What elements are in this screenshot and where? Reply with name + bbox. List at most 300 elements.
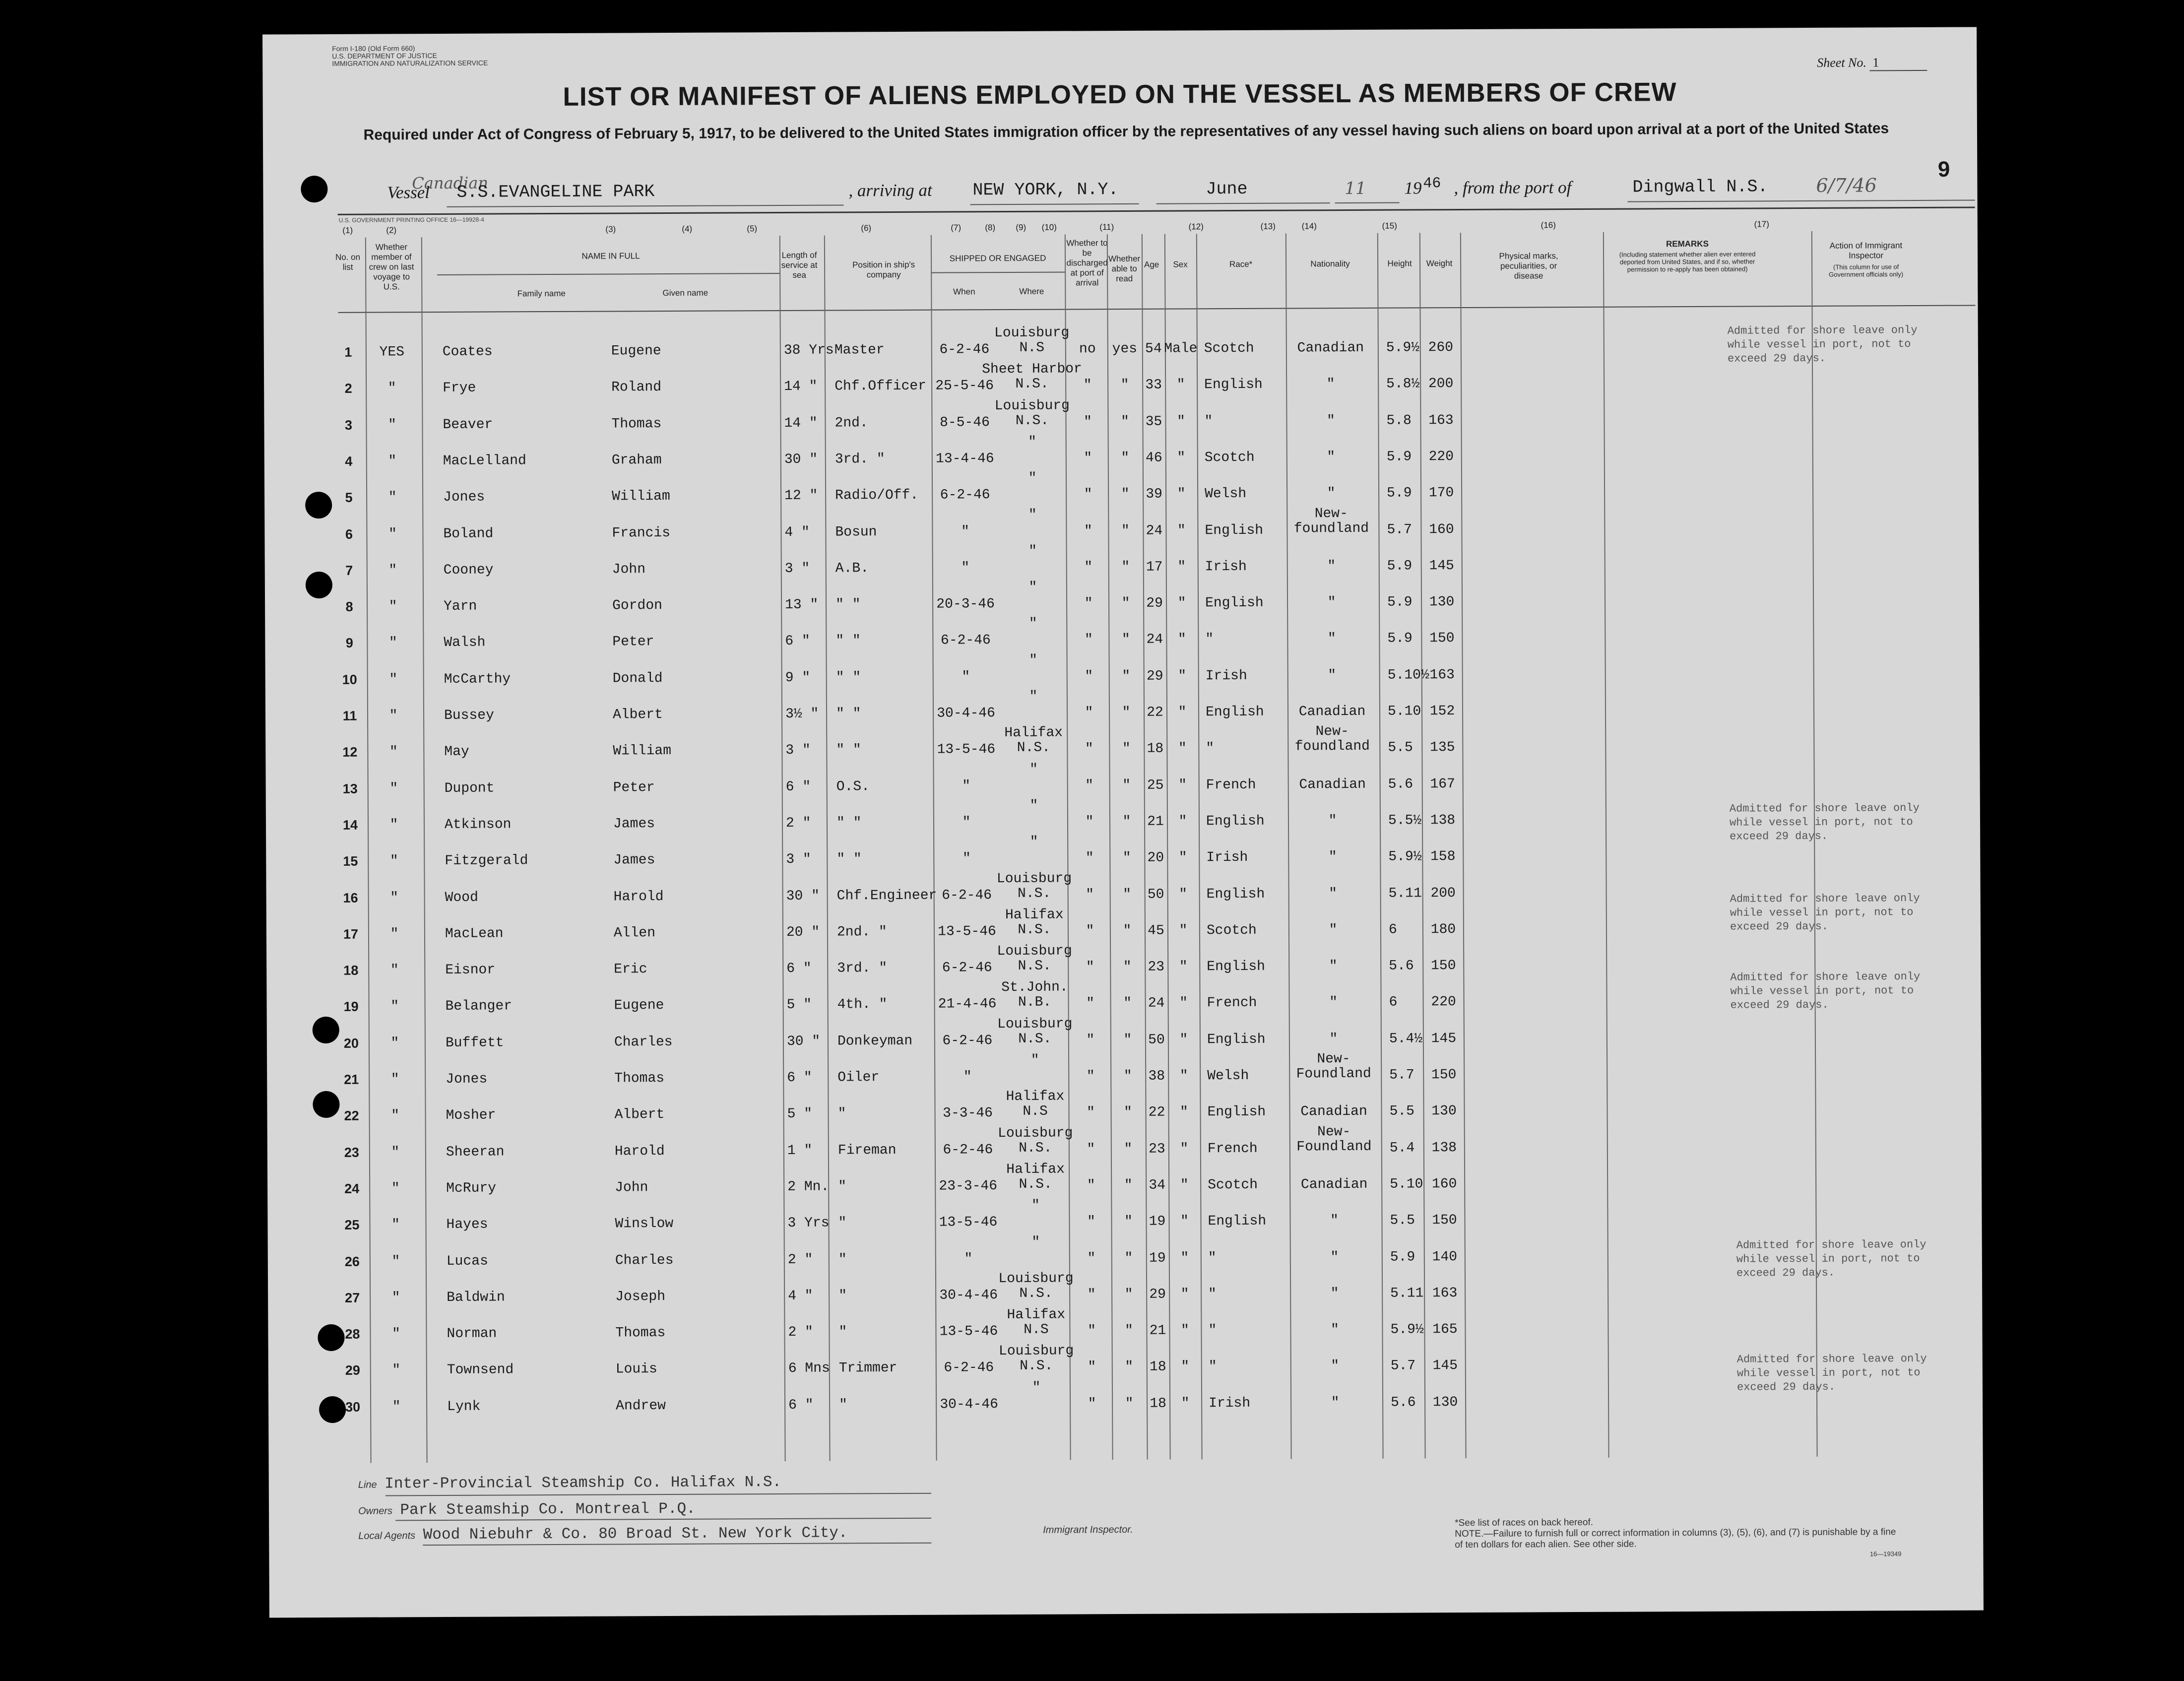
cell-when: 13-5-46 [939,1324,998,1340]
cell-no: 19 [343,999,359,1015]
cell-when: 6-2-46 [940,487,990,503]
cell-service: 3 " [786,851,811,868]
cell-height: 5.9 [1386,449,1412,465]
header-length-service: Length of service at sea [781,250,818,280]
table-row [264,470,1979,517]
cell-age: 38 [1148,1068,1165,1084]
cell-read: " [1121,414,1129,430]
cell-position: Radio/Off. [835,487,919,504]
cell-nationality: " [1330,1249,1339,1265]
cell-service: 3 " [785,743,811,759]
cell-given: William [612,489,670,505]
owners-value: Park Steamship Co. Montreal P.Q. [400,1500,696,1519]
cell-where: Louisburg N.S. [994,398,1070,429]
cell-height: 5.4 [1389,1140,1415,1156]
cell-discharged: " [1087,1214,1095,1230]
cell-member: " [389,817,398,833]
cell-position: " " [836,851,862,867]
cell-when: 6-2-46 [942,887,992,904]
table-row [265,543,1979,590]
cell-weight: 138 [1430,812,1456,829]
note-failure: NOTE.—Failure to furnish full or correct information in columns (3), (5), (6), and (7) is punishable by a fine of ten dollars for each alien. See other side. [1455,1527,1896,1551]
cell-sex: " [1178,668,1187,684]
cell-given: Charles [614,1034,673,1050]
cell-service: 30 " [784,452,818,467]
cell-position: " [838,1324,847,1340]
cell-weight: 150 [1432,1213,1457,1228]
cell-nationality: " [1328,849,1337,865]
cell-when: 13-5-46 [939,1215,998,1230]
cell-weight: 145 [1429,558,1455,574]
cell-member: " [391,1181,400,1197]
cell-service: 2 " [785,815,811,831]
cell-service: 30 " [786,888,820,904]
cell-height: 5.9 [1387,631,1413,647]
line-value: Inter-Provincial Steamship Co. Halifax N.S. [385,1474,782,1493]
arrival-day: 11 [1345,178,1366,199]
table-row [266,979,1981,1027]
table-row [267,1089,1981,1136]
printing-office: U.S. GOVERNMENT PRINTING OFFICE 16—19928-4 [338,216,484,224]
cell-given: Joseph [615,1289,666,1305]
cell-discharged: " [1085,668,1093,685]
cell-service: 2 " [788,1324,813,1341]
agents-label: Local Agents [358,1530,416,1542]
cell-discharged: " [1086,1032,1095,1048]
cell-age: 45 [1148,923,1164,939]
cell-nationality: " [1329,1031,1338,1047]
cell-when: 13-4-46 [935,451,994,467]
cell-no: 12 [342,745,358,760]
cell-age: 22 [1147,705,1163,720]
cell-race: Welsh [1205,486,1247,502]
cell-family: Cooney [443,562,494,578]
cell-weight: 160 [1431,1176,1457,1192]
table-row [266,798,1980,844]
cell-where: Halifax N.S [1006,1089,1065,1120]
cell-nationality: " [1327,558,1336,574]
cell-given: Andrew [616,1398,666,1414]
cell-nationality: Canadian [1300,1104,1367,1120]
sheet-value: 1 [1869,55,1927,71]
cell-sex: " [1177,486,1186,502]
cell-height: 5.9½ [1390,1322,1424,1338]
cell-member: " [391,1108,400,1124]
cell-race: " [1205,632,1214,647]
col-num-11: (11) [1099,222,1114,232]
cell-family: Dupont [444,780,495,796]
cell-where: " [1031,1198,1040,1214]
cell-sex: " [1179,995,1188,1011]
cell-read: " [1123,923,1132,939]
cell-where: Louisburg N.S. [996,870,1072,902]
table-row [268,1307,1982,1354]
cell-position: Fireman [837,1142,897,1159]
col-num-12: (12) [1188,222,1204,232]
cell-age: 29 [1146,595,1163,611]
cell-no: 26 [344,1254,360,1269]
cell-height: 5.9 [1387,594,1413,610]
table-row [267,1016,1981,1063]
cell-service: 14 " [784,379,818,395]
remark-stamp: Admitted for shore leave only while vessel in port, not to exceed 29 days. [1736,1238,1927,1280]
cell-position: 3rd. " [837,961,888,976]
cell-weight: 160 [1429,521,1454,537]
cell-family: Sheeran [446,1144,505,1160]
header-nationality: Nationality [1310,259,1350,269]
cell-given: Eric [614,962,647,977]
cell-race: Scotch [1208,1177,1258,1193]
vessel-name: S.S.EVANGELINE PARK [456,182,655,202]
col-num-8: (8) [985,223,996,233]
cell-weight: 150 [1429,631,1455,647]
manifest-page [262,27,1984,1617]
cell-when: 30-4-46 [940,1396,998,1413]
cell-no: 17 [343,926,359,942]
cell-member: " [388,563,397,579]
cell-read: " [1122,668,1131,684]
cell-family: Belanger [445,998,513,1015]
cell-nationality: " [1327,631,1336,647]
cell-nationality: Canadian [1298,704,1366,720]
cell-where: " [1029,689,1038,705]
cell-race: English [1205,522,1264,538]
cell-nationality: " [1328,813,1337,829]
vessel-hand-note: Canadian [412,173,489,193]
cell-read: " [1122,777,1131,793]
cell-read: " [1123,996,1132,1012]
cell-race: French [1207,995,1257,1011]
cell-weight: 163 [1432,1285,1458,1301]
cell-family: Wood [445,890,478,905]
cell-no: 10 [342,672,357,687]
cell-height: 5.9 [1387,558,1413,574]
cell-service: 3½ " [785,706,819,722]
cell-weight: 152 [1429,704,1455,719]
table-row [264,434,1979,481]
cell-given: Albert [612,707,663,723]
cell-member: " [391,1217,400,1233]
cell-where: St.John. N.B. [1001,979,1068,1011]
cell-when: 6-2-46 [942,1033,993,1049]
table-row [268,1234,1982,1281]
header-family-name: Family name [517,288,566,299]
footer-agents [358,1524,847,1544]
cell-read: " [1121,596,1130,612]
cell-age: 20 [1147,850,1164,866]
cell-sex: " [1179,959,1188,975]
cell-member: " [388,599,397,615]
cell-height: 5.8½ [1386,376,1420,392]
header-physical: Physical marks, peculiarities, or disease [1499,251,1558,281]
cell-weight: 163 [1428,412,1454,428]
col-num-2: (2) [386,225,397,235]
cell-nationality: Canadian [1300,1176,1368,1193]
table-row [267,1162,1982,1208]
table-row [264,361,1978,408]
cell-age: 29 [1149,1287,1166,1302]
arrival-port: NEW YORK, N.Y. [972,180,1119,200]
cell-nationality: " [1330,1322,1339,1338]
cell-position: Oiler [837,1070,880,1086]
cell-where: " [1029,762,1038,777]
cell-age: 29 [1146,668,1163,684]
cell-sex: " [1178,814,1187,830]
cell-family: Bussey [444,708,494,723]
col-num-9: (9) [1016,222,1027,232]
cell-sex: " [1177,559,1186,575]
cell-discharged: " [1087,1250,1096,1266]
table-row [267,1051,1981,1099]
cell-when: 3-3-46 [943,1105,993,1121]
cell-where: Louisburg N.S. [998,1271,1074,1301]
cell-position: Master [834,342,885,358]
cell-when: 23-3-46 [939,1178,998,1194]
cell-family: May [444,744,469,760]
cell-discharged: " [1084,523,1092,539]
cell-race: " [1208,1323,1217,1339]
arrival-month: June [1206,179,1248,199]
cell-age: 34 [1149,1177,1166,1193]
cell-nationality: " [1328,667,1337,683]
sheet-label: Sheet No. [1817,55,1866,70]
cell-sex: " [1177,414,1185,430]
cell-race: " [1208,1250,1217,1266]
cell-position: " [839,1397,847,1413]
cell-service: 3 Yrs [787,1215,830,1231]
cell-given: Thomas [615,1325,666,1341]
header-given-name: Given name [662,288,708,298]
cell-weight: 167 [1430,776,1455,792]
cell-sex: " [1177,450,1186,466]
cell-service: 12 " [784,488,818,504]
cell-member: " [387,381,396,396]
cell-weight: 163 [1429,667,1455,683]
cell-member: " [390,926,399,942]
cell-discharged: " [1088,1359,1096,1375]
cell-age: 23 [1149,1141,1165,1157]
cell-sex: " [1177,522,1186,539]
cell-position: " " [835,633,861,649]
cell-discharged: " [1087,1141,1095,1157]
header-height: Height [1387,259,1412,268]
cell-service: 2 Mn. [787,1179,830,1195]
cell-no: 22 [344,1108,359,1124]
page-subtitle: Required under Act of Congress of February 5, 1917, to be delivered to the United States immigration officer by the representatives of any vessel having such aliens on board upon arrival at a port of the United States [363,120,1889,143]
table-row [266,943,1981,990]
cell-given: Gordon [612,598,662,614]
cell-given: William [613,743,672,759]
cell-discharged: " [1085,741,1093,757]
header-action-note: (This column for use of Government officials only) [1829,263,1904,278]
col-num-4: (4) [682,224,693,234]
cell-position: 2nd. [835,415,868,431]
cell-when: 21-4-46 [938,996,997,1013]
cell-given: Francis [612,525,671,541]
cell-weight: 260 [1428,340,1454,356]
cell-given: John [615,1180,648,1196]
cell-family: Buffett [445,1035,504,1051]
table-row [264,325,1978,372]
cell-age: 21 [1147,814,1164,830]
cell-position: Trimmer [838,1360,898,1376]
remark-stamp: Admitted for shore leave only while vessel in port, not to exceed 29 days. [1736,1352,1927,1394]
cell-when: " [964,1251,973,1267]
remark-stamp: Admitted for shore leave only while vessel in port, not to exceed 29 days. [1727,324,1918,365]
cell-height: 5.7 [1389,1067,1414,1083]
cell-age: 35 [1145,414,1162,430]
cell-family: Fitzgerald [445,853,528,869]
cell-read: " [1121,632,1130,648]
cell-height: 5.6 [1388,776,1413,792]
cell-race: Irish [1205,668,1247,684]
cell-where: " [1028,580,1037,595]
cell-service: 1 " [787,1143,813,1159]
cell-nationality: " [1330,1213,1339,1229]
cell-given: James [613,852,655,868]
cell-no: 2 [344,381,352,396]
cell-member: " [392,1326,400,1342]
cell-no: 14 [342,817,358,833]
cell-read: " [1122,705,1131,721]
cell-service: 6 " [788,1397,814,1413]
cell-given: Allen [613,925,656,941]
cell-height: 5.7 [1390,1358,1416,1374]
cell-nationality: Canadian [1299,776,1366,793]
cell-given: Thomas [611,416,662,432]
cell-race: English [1208,1213,1267,1229]
cell-height: 6 [1389,994,1398,1011]
cell-read: " [1123,1032,1132,1048]
cell-age: 17 [1146,559,1163,575]
cell-sex: " [1180,1287,1189,1302]
footer-line [358,1474,781,1493]
cell-sex: " [1180,1177,1189,1193]
cell-nationality: " [1326,377,1335,392]
cell-discharged: " [1084,414,1092,430]
year-prefix: 19 [1404,178,1422,198]
cell-family: McCarthy [444,671,511,687]
cell-discharged: " [1087,1287,1096,1303]
cell-family: McRury [446,1180,497,1196]
cell-read: " [1125,1396,1134,1412]
cell-race: English [1206,813,1265,830]
cell-weight: 180 [1430,921,1456,938]
cell-weight: 145 [1432,1358,1458,1374]
cell-position: O.S. [836,778,870,795]
cell-height: 5.6 [1391,1395,1416,1411]
cell-age: 46 [1145,450,1162,466]
cell-where: " [1028,434,1037,450]
cell-age: 23 [1148,959,1165,975]
cell-no: 5 [345,490,353,506]
col-num-1: (1) [342,225,353,235]
col-num-5: (5) [747,224,758,234]
cell-sex: " [1179,923,1188,939]
cell-member: " [389,708,398,724]
header-bottom-rule [338,305,1975,313]
cell-read: yes [1112,341,1138,357]
cell-weight: 138 [1431,1140,1457,1156]
cell-given: Peter [613,779,655,796]
cell-given: Harold [613,889,664,905]
note-races: *See list of races on back hereof. [1455,1517,1594,1529]
cell-discharged: " [1084,451,1092,466]
cell-sex: " [1180,1323,1189,1339]
header-position: Position in ship's company [852,259,915,280]
table-row [264,506,1979,554]
cell-where: Louisburg N.S. [998,1343,1074,1374]
header-remarks: REMARKS [1666,239,1709,249]
cell-family: Norman [447,1326,497,1342]
cell-position: " [838,1251,847,1268]
cell-sex: " [1180,1104,1189,1120]
cell-when: 13-5-46 [937,742,996,758]
cell-member: " [388,490,397,506]
page-title: LIST OR MANIFEST OF ALIENS EMPLOYED ON THE VESSEL AS MEMBERS OF CREW [563,77,1677,112]
cell-family: Jones [443,489,485,506]
cell-service: 6 " [785,634,810,649]
cell-member: " [389,780,398,797]
cell-age: 24 [1148,996,1165,1012]
arriving-label: , arriving at [848,180,932,200]
cell-given: Donald [612,670,663,687]
cell-sex: " [1181,1396,1190,1412]
cell-position: " " [836,742,861,758]
cell-no: 20 [343,1035,359,1051]
cell-sex: " [1178,705,1187,720]
header-when: When [953,287,975,297]
table-row [268,1343,1983,1390]
cell-no: 11 [342,708,357,723]
remark-stamp: Admitted for shore leave only while vessel in port, not to exceed 29 days. [1729,801,1920,843]
cell-no: 15 [343,853,358,869]
cell-when: 6-2-46 [943,1142,993,1158]
table-row [266,907,1981,954]
corner-number: 9 [1937,157,1950,182]
cell-position: 3rd. " [835,451,885,467]
table-row [265,580,1979,627]
cell-member: " [391,1290,400,1306]
cell-family: Beaver [443,417,493,433]
cell-height: 5.10 [1387,704,1421,719]
cell-read: " [1124,1177,1133,1193]
cell-nationality: " [1327,486,1336,502]
cell-read: " [1124,1287,1133,1302]
cell-age: 50 [1148,1032,1165,1048]
cell-discharged: " [1086,923,1094,939]
cell-race: " [1208,1286,1217,1302]
cell-nationality: New- foundland [1293,506,1369,536]
cell-where: Halifax N.S. [1004,725,1063,756]
cell-sex: " [1179,1032,1188,1048]
cell-when: 6-2-46 [942,960,992,976]
cell-position: " " [835,597,861,613]
cell-weight: 158 [1430,849,1456,865]
table-row [266,870,1981,917]
cell-height: 5.8 [1386,413,1412,429]
cell-height: 6 [1388,922,1397,938]
cell-height: 5.5 [1389,1103,1415,1119]
cell-age: 50 [1147,887,1164,903]
cell-race: Irish [1206,850,1248,866]
cell-member: " [388,453,397,469]
cell-where: " [1028,470,1037,487]
cell-given: Thomas [614,1071,665,1087]
cell-position: Chf.Engineer [836,888,937,904]
cell-when: 30-4-46 [939,1287,998,1303]
cell-read: " [1121,559,1130,575]
